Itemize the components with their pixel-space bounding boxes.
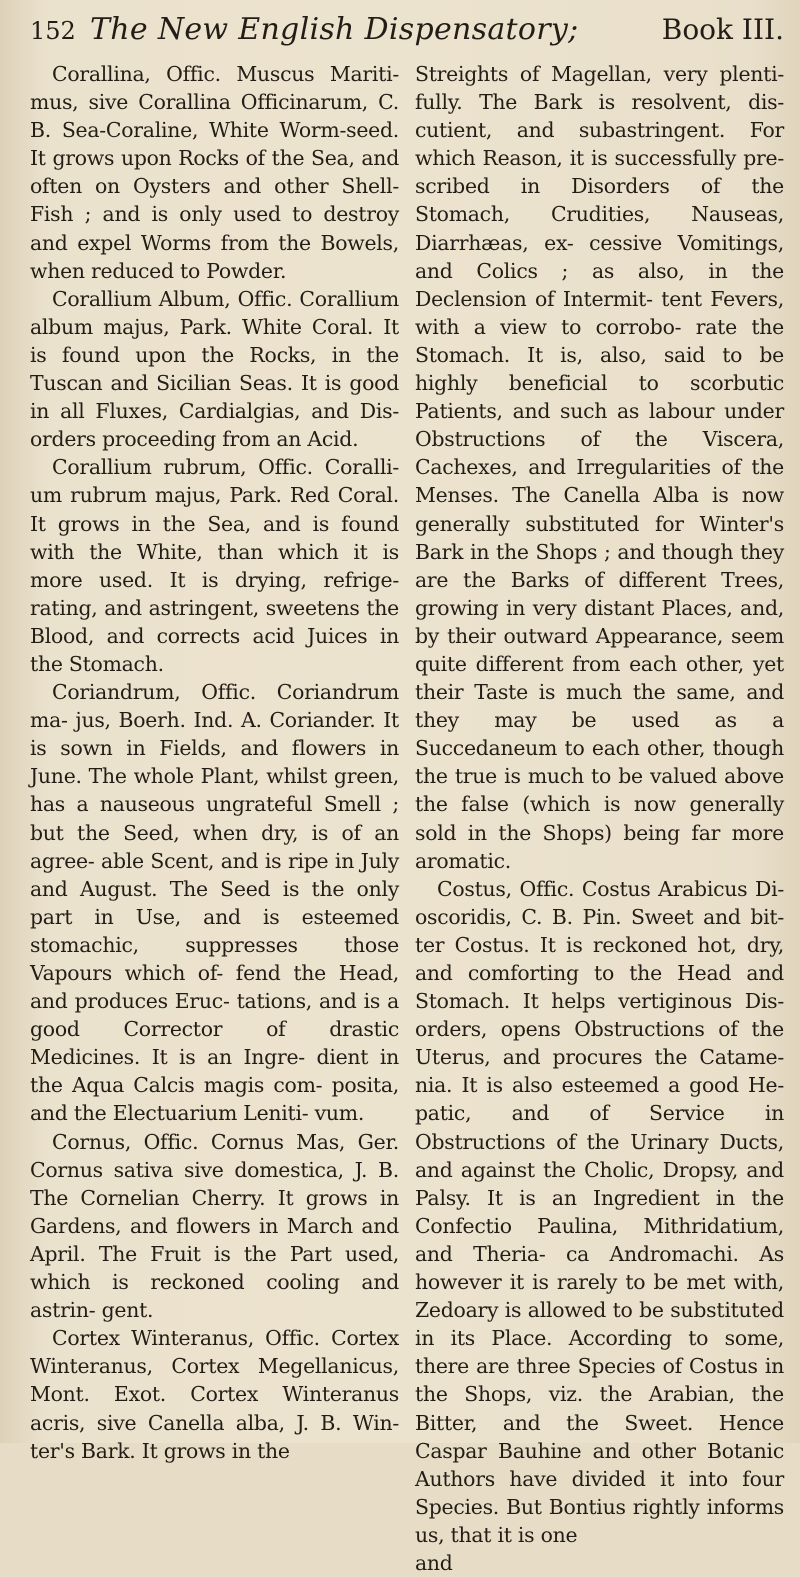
running-title: The New English Dispensatory; [90,12,579,47]
entry-corallium-rubrum: Corallium rubrum, Offic. Coralli- um rubrum majus, Park. Red Coral. It grows in the Sea, and is found with the White, than which it is more used. It is drying, refrige- rating, and astringent, sweetens the Blood, and corrects acid Juices in the Stomach. [30,455,399,676]
left-column [30,60,399,1577]
entry-corallium-album: Corallium Album, Offic. Corallium album majus, Park. White Coral. It is found upon the Rocks, in the Tuscan and Sicilian Seas. It is good in all Fluxes, Cardialgias, and Dis- orders proceeding from an Acid. [30,286,399,452]
book-label: Book III. [661,13,784,46]
page-number: 152 [30,17,76,45]
entry-coriandrum: Coriandrum, Offic. Coriandrum ma- jus, Boerh. Ind. A. Coriander. It is sown in Fields, and flowers in June. The whole Plant, whilst green, has a nauseous ungrateful Smell ; but the Seed, when dry, is of an agree- able Scent, and is ripe in July and August. The Seed is the only part in Use, and is esteemed stomachic, suppresses those Vapours which of- fend the Head, and produces Eruc- tations, and is a good Corrector of drastic Medicines. It is an Ingre- dient in the Aqua Calcis magis com- posita, and the Electuarium Leniti- vum. [30,680,399,1126]
entry-cortex-winteranus: Cortex Winteranus, Offic. Cortex Winteranus, Cortex Megellanicus, Mont. Exot. Cortex Winteranus acris, sive Canella alba, J. B. Win- ter's Bark. It grows in the [30,1326,399,1463]
catchword: and [415,1550,453,1575]
right-column [415,60,784,1577]
page-header [30,12,784,56]
text-columns [30,60,784,1577]
entry-costus: Costus, Offic. Costus Arabicus Di- oscoridis, C. B. Pin. Sweet and bit- ter Costus. It is reckoned hot, dry, and comforting to the Head and Stomach. It helps vertiginous Dis- orders, opens Obstructions of the Uterus, and procures the Catame- nia. It is also esteemed a good He- patic, and of Service in Obstructions of the Urinary Ducts, and against the Cholic, Dropsy, and Palsy. It is an Ingredient in the Confectio Paulina, Mithridatium, and Theria- ca Andromachi. As however it is rarely to be met with, Zedoary is allowed to be substituted in its Place. According to some, there are three Species of Costus in the Shops, viz. the Arabian, the Bitter, and the Sweet. Hence Caspar Bauhine and other Botanic Authors have divided it into four Species. But Bontius rightly informs us, that it is one [415,876,784,1547]
entry-corallina: Corallina, Offic. Muscus Mariti- mus, sive Corallina Officinarum, C. B. Sea-Coraline, White Worm-seed. It grows upon Rocks of the Sea, and often on Oysters and other Shell- Fish ; and is only used to destroy and expel Worms from the Bowels, when reduced to Powder. [30,62,399,283]
entry-cortex-winteranus-continued: Streights of Magellan, very plenti- fully. The Bark is resolvent, dis- cutient, and subastringent. For which Reason, it is successfully pre- scribed in Disorders of the Stomach, Crudities, Nauseas, Diarrhæas, ex- cessive Vomitings, and Colics ; as also, in the Declension of Intermit- tent Fevers, with a view to corrobo- rate the Stomach. It is, also, said to be highly beneficial to scorbutic Patients, and such as labour under Obstructions of the Viscera, Cachexes, and Irregularities of the Menses. The Canella Alba is now generally substituted for Winter's Bark in the Shops ; and though they are the Barks of different Trees, growing in very distant Places, and, by their outward Appearance, seem quite different from each other, yet their Taste is much the same, and they may be used as a Succedaneum to each other, though the true is much to be valued above the false (which is now generally sold in the Shops) being far more aromatic. [415,62,784,873]
entry-cornus: Cornus, Offic. Cornus Mas, Ger. Cornus sativa sive domestica, J. B. The Cornelian Cherry. It grows in Gardens, and flowers in March and April. The Fruit is the Part used, which is reckoned cooling and astrin- gent. [30,1129,399,1323]
